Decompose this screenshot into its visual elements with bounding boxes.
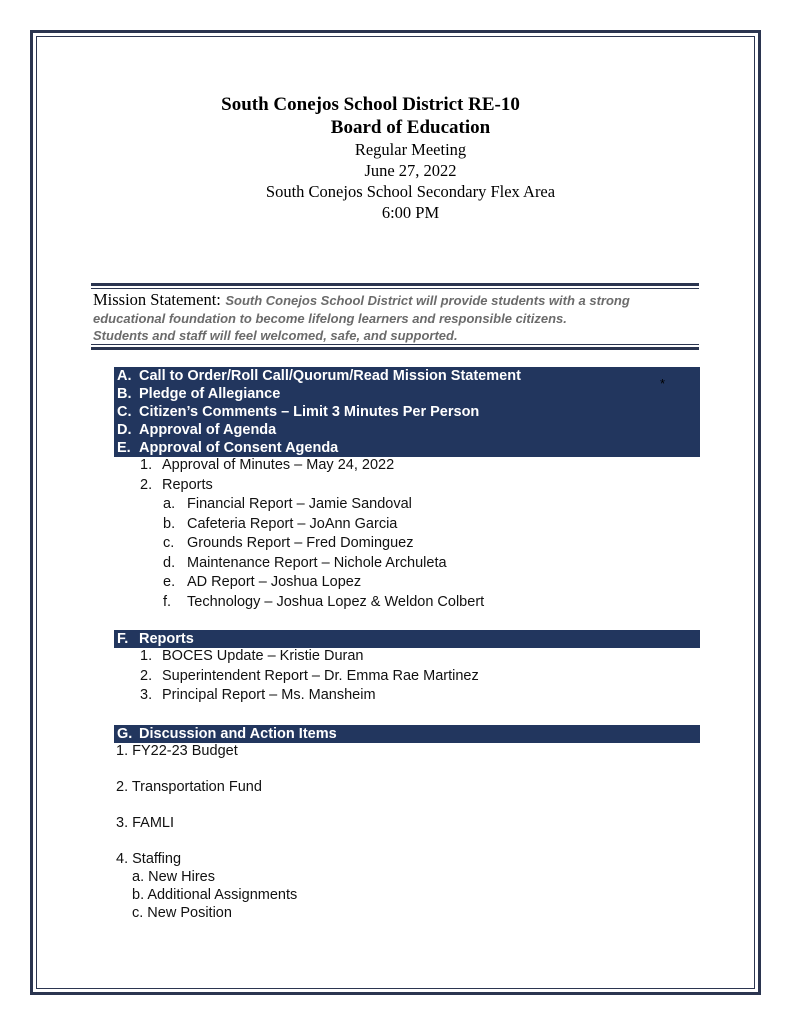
mission-text-line-3: Students and staff will feel welcomed, safe, and supported. xyxy=(93,328,458,343)
list-item: 3. Principal Report – Ms. Mansheim xyxy=(140,687,376,703)
mission-statement xyxy=(93,290,699,344)
agenda-band-a-e xyxy=(114,367,700,457)
list-item: 2. Transportation Fund xyxy=(116,779,262,795)
report-item: a. Financial Report – Jamie Sandoval xyxy=(163,496,412,512)
mission-bottom-rule-thin xyxy=(91,344,699,345)
mission-bottom-rule xyxy=(91,347,699,350)
mission-top-rule xyxy=(91,283,699,286)
reports-list xyxy=(140,647,479,706)
report-item: d. Maintenance Report – Nichole Archuleta xyxy=(163,554,447,571)
list-item: 4. Staffing xyxy=(116,851,182,867)
meeting-type: Regular Meeting xyxy=(354,140,467,159)
mission-text-line-1: South Conejos School District will provide students with a strong xyxy=(225,293,630,308)
staffing-item: b. Additional Assignments xyxy=(132,887,298,903)
agenda-header xyxy=(36,94,755,223)
list-item: 2. Superintendent Report – Dr. Emma Rae Martinez xyxy=(140,667,479,684)
meeting-location: South Conejos School Secondary Flex Area xyxy=(265,182,556,201)
report-item: b. Cafeteria Report – JoAnn Garcia xyxy=(163,515,398,532)
report-item: f. Technology – Joshua Lopez & Weldon Colbert xyxy=(163,593,485,610)
agenda-item-e: E. Approval of Consent Agenda xyxy=(117,440,339,456)
district-name: South Conejos School District RE-10 xyxy=(221,94,520,115)
board-name: Board of Education xyxy=(330,117,491,138)
staffing-item: c. New Position xyxy=(132,905,232,921)
agenda-band-g xyxy=(114,725,700,743)
agenda-item-d: D. Approval of Agenda xyxy=(117,422,277,438)
meeting-date: June 27, 2022 xyxy=(364,161,457,180)
report-item: e. AD Report – Joshua Lopez xyxy=(163,574,362,590)
consent-items-list xyxy=(140,456,484,612)
section-f-heading: F. Reports xyxy=(117,631,194,647)
section-g-heading: G. Discussion and Action Items xyxy=(117,726,337,742)
meeting-time: 6:00 PM xyxy=(381,203,440,222)
list-item: 1. FY22-23 Budget xyxy=(116,743,238,759)
list-item: 1. BOCES Update – Kristie Duran xyxy=(140,648,364,664)
agenda-band-f xyxy=(114,630,700,648)
mission-label: Mission Statement: xyxy=(93,290,221,309)
list-item: 2. Reports xyxy=(140,476,213,493)
discussion-items-list xyxy=(116,742,297,922)
mission-top-rule-thin xyxy=(91,288,699,289)
report-item: c. Grounds Report – Fred Dominguez xyxy=(163,535,414,551)
staffing-item: a. New Hires xyxy=(132,869,215,885)
mission-text-line-2: educational foundation to become lifelong learners and responsible citizens. xyxy=(93,311,567,326)
agenda-item-a: A. Call to Order/Roll Call/Quorum/Read Mission Statement xyxy=(117,368,521,384)
asterisk-mark: * xyxy=(660,376,666,391)
list-item: 3. FAMLI xyxy=(116,815,175,831)
agenda-item-b: B. Pledge of Allegiance xyxy=(117,386,281,402)
list-item: 1. Approval of Minutes – May 24, 2022 xyxy=(140,457,395,473)
agenda-item-c: C. Citizen’s Comments – Limit 3 Minutes Per Person xyxy=(117,404,480,420)
